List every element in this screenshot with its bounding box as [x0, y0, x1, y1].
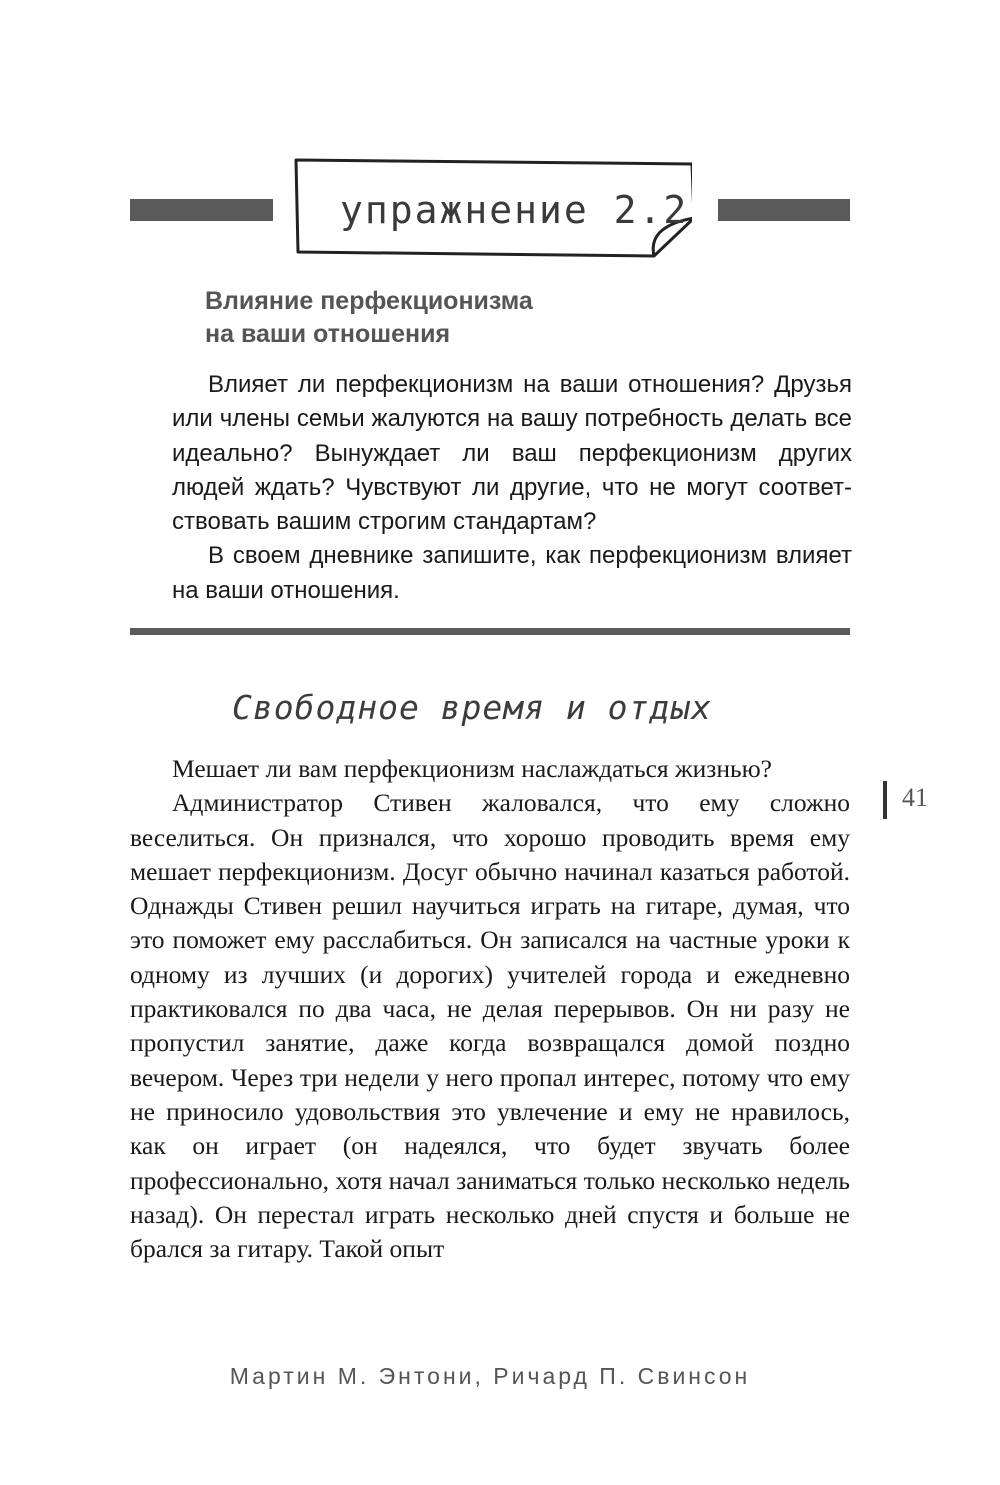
- page-number-marker: [883, 781, 887, 819]
- exercise-title-box: [292, 158, 692, 258]
- exercise-divider: [130, 628, 850, 635]
- header-bar-left: [130, 199, 273, 221]
- page-number: 41: [902, 783, 928, 812]
- exercise-body: [172, 368, 852, 608]
- main-text: [130, 752, 850, 1266]
- section-title: Свободное время и отдых: [232, 688, 712, 727]
- exercise-subtitle: Влияние перфекционизма на ваши отношения: [205, 287, 533, 348]
- main-paragraph: Администратор Стивен жаловался, что ему сложно веселиться. Он признался, что хорошо проводить время ему мешает перфекционизм. Досуг обычно начинал казаться работой. Однажды Стивен решил научиться играть на гитаре, думая, что это поможет ему расслабиться. Он записался на частные уроки к одному из лучших (и дорогих) учителей города и ежедневно практиковался по два часа, не делая перерывов. Он ни разу не пропустил занятие, даже когда возвращался домой поздно вечером. Через три недели у него пропал интерес, потому что ему не приносило удовольствия это увлечение и ему не нравилось, как он играет (он надеялся, что будет звучать более профессионально, хотя начал заниматься только несколько недель назад). Он перестал играть несколько дней спустя и больше не брался за гитару. Такой опыт: [130, 788, 850, 1264]
- exercise-paragraph: Влияет ли перфекционизм на ваши отношения? Друзья или члены семьи жалуются на вашу потребность делать все идеально? Вынуждает ли ваш перфекционизм других людей ждать? Чувствуют ли другие, что не могут соответствовать вашим строгим стандартам?: [172, 371, 852, 536]
- exercise-title: упражнение 2.2: [340, 188, 689, 232]
- exercise-paragraph: В своем дневнике запишите, как перфекционизм влияет на ваши отношения.: [172, 542, 852, 604]
- running-footer: Мартин М. Энтони, Ричард П. Свинсон: [229, 1363, 751, 1389]
- header-bar-right: [718, 199, 850, 221]
- main-paragraph: Мешает ли вам перфекционизм наслаждаться жизнью?: [172, 754, 772, 783]
